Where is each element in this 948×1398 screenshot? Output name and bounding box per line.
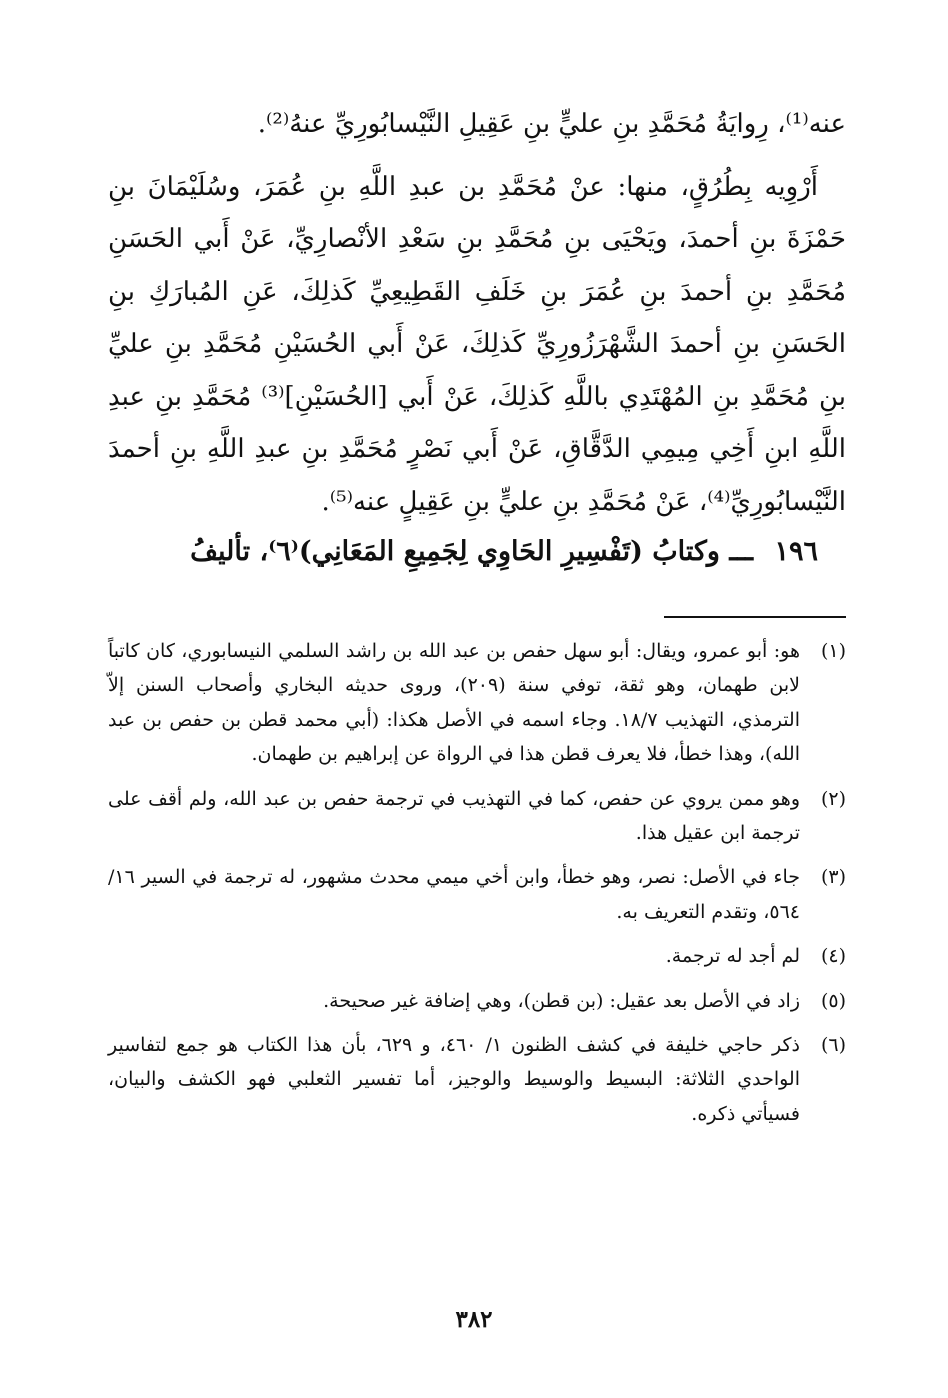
footnote	[108, 634, 846, 772]
page-body	[108, 98, 846, 1141]
footnote	[108, 860, 846, 929]
main-line-1: عنه⁽¹⁾، رِوايَةُ مُحَمَّدِ بنِ عليٍّ بنِ عَقِيلِ النَّيْسابُورِيِّ عنهُ⁽²⁾.	[257, 109, 846, 139]
footnote-number: (٣)	[820, 866, 846, 889]
entry-text: ـــ وكتابُ (تَفْسِيرِ الحَاوِي لِجَمِيعِ المَعَانِي)⁽٦⁾، تأليفُ	[190, 536, 754, 567]
footnote-number: (٥)	[820, 989, 846, 1012]
footnote-number: (٤)	[820, 945, 846, 968]
footnote-text: لم أجد له ترجمة.	[665, 945, 800, 968]
footnote-text: ذكر حاجي خليفة في كشف الظنون ١/ ٤٦٠، و ٦٢٩، بأن هذا الكتاب هو جمع لتفاسير الواحدي الثلاثة: البسيط والوسيط والوجيز، أما تفسير الثعلبي فهو الكشف والبيان، فسيأتي ذكره.	[108, 1034, 800, 1125]
footnote-separator	[664, 616, 846, 618]
main-text	[108, 98, 846, 576]
footnote-number: (٦)	[820, 1034, 846, 1057]
page-number: ٣٨٢	[455, 1306, 493, 1333]
footnote-number: (٢)	[820, 787, 846, 810]
footnote	[108, 984, 846, 1018]
entry-number: ١٩٦	[774, 536, 818, 567]
footnote-text: جاء في الأصل: نصر، وهو خطأ، وابن أخي ميمي محدث مشهور، له ترجمة في السير ١٦/ ٥٦٤، وتقدم التعريف به.	[108, 866, 800, 923]
entry-heading	[108, 528, 846, 576]
footnote-text: زاد في الأصل بعد عقيل: (بن قطن)، وهي إضافة غير صحيحة.	[323, 989, 800, 1012]
main-paragraph: أَرْوِيه بِطُرُقٍ، منها: عنْ مُحَمَّدِ بن عبدِ اللَّهِ بنِ عُمَرَ، وسُلَيْمَانَ بنِ حَمْزَةَ بنِ أحمدَ، ويَحْيَى بنِ مُحَمَّدِ بنِ سَعْدِ الأنْصارِيِّ، عَنْ أَبي الحَسَنِ مُحَمَّدِ بنِ أحمدَ بنِ عُمَرَ بنِ خَلَفِ القَطِيعِيِّ كَذلِكَ، عَنِ المُبارَكِ بنِ الحَسَنِ بنِ أحمدَ الشَّهْرَزُورِيِّ كَذلِكَ، عَنْ أَبي الحُسَيْنِ مُحَمَّدِ بنِ عليِّ بنِ مُحَمَّدِ بنِ المُهْتَدِي باللَّهِ كَذلِكَ، عَنْ أَبي [الحُسَيْنِ]⁽³⁾ مُحَمَّدِ بنِ عبدِ اللَّهِ ابنِ أَخِي مِيمِي الدَّقَّاقِ، عَنْ أَبي نَصْرٍ مُحَمَّدِ بنِ عبدِ اللَّهِ بنِ أحمدَ النَّيْسابُورِيِّ⁽⁴⁾، عَنْ مُحَمَّدِ بنِ عليٍّ بنِ عَقِيلٍ عنه⁽⁵⁾.	[108, 171, 846, 517]
footnote	[108, 782, 846, 851]
footnote-number: (١)	[820, 640, 846, 662]
footnote-text: وهو ممن يروي عن حفص، كما في التهذيب في ترجمة حفص بن عبد الله، ولم أقف على ترجمة ابن عقيل هذا.	[108, 787, 800, 845]
footnote-text: هو: أبو عمرو، ويقال: أبو سهل حفص بن عبد الله بن راشد السلمي النيسابوري، كان كاتباً لابن طهمان، وهو ثقة، توفي سنة (٢٠٩)، وروى حديثه البخاري وأصحاب السنن إلاّ الترمذي، التهذيب ١٨/٧. وجاء اسمه في الأصل هكذا: (أبي محمد قطن بن حفص بن عبد الله)، وهذا خطأ، فلا يعرف قطن هذا في الرواة عن إبراهيم بن طهمان.	[108, 640, 800, 766]
footnote	[108, 939, 846, 973]
footnote	[108, 1028, 846, 1131]
footnotes	[108, 634, 846, 1131]
